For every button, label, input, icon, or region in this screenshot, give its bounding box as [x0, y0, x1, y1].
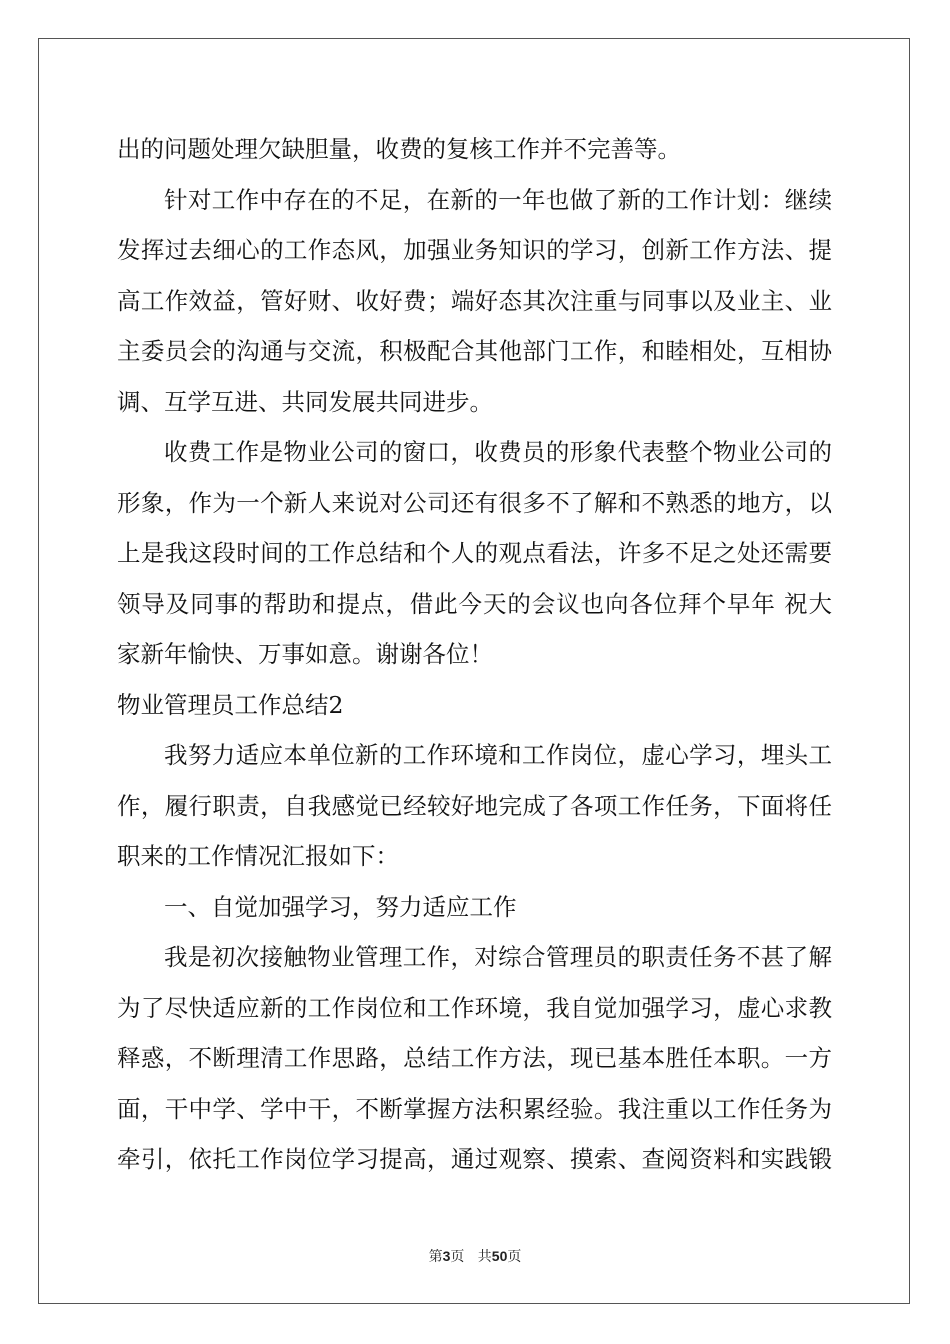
- text-line: 职来的工作情况汇报如下：: [117, 842, 399, 870]
- text-line: 作，履行职责，自我感觉已经较好地完成了各项工作任务，下面将任: [117, 791, 832, 820]
- total-page-count: 50: [491, 1248, 508, 1264]
- text-line: 高工作效益，管好财、收好费；端好态其次注重与同事以及业主、业: [117, 286, 832, 315]
- text-line: 释惑，不断理清工作思路，总结工作方法，现已基本胜任本职。一方: [117, 1044, 832, 1072]
- text-line: 牵引，依托工作岗位学习提高，通过观察、摸索、查阅资料和实践锻: [117, 1145, 832, 1173]
- text-line: 主委员会的沟通与交流，积极配合其他部门工作，和睦相处，互相协: [117, 337, 832, 365]
- document-body: [117, 124, 832, 1185]
- current-page-number: 3: [442, 1248, 451, 1264]
- footer-mid: 页 共: [450, 1249, 492, 1265]
- text-line: 针对工作中存在的不足，在新的一年也做了新的工作计划：继续: [164, 185, 832, 214]
- text-line: 我是初次接触物业管理工作，对综合管理员的职责任务不甚了解: [164, 943, 832, 971]
- text-line: 形象，作为一个新人来说对公司还有很多不了解和不熟悉的地方，以: [117, 488, 832, 517]
- text-line: 上是我这段时间的工作总结和个人的观点看法，许多不足之处还需要: [117, 539, 832, 567]
- text-line: 我努力适应本单位新的工作环境和工作岗位，虚心学习，埋头工: [164, 741, 832, 769]
- text-line: 出的问题处理欠缺胆量，收费的复核工作并不完善等。: [117, 135, 681, 163]
- text-line: 调、互学互进、共同发展共同进步。: [117, 387, 493, 416]
- text-line: 面，干中学、学中干，不断掌握方法积累经验。我注重以工作任务为: [117, 1094, 832, 1123]
- text-line: 发挥过去细心的工作态风，加强业务知识的学习，创新工作方法、提: [117, 236, 832, 264]
- footer-suffix: 页: [507, 1249, 522, 1265]
- text-line: 为了尽快适应新的工作岗位和工作环境，我自觉加强学习，虚心求教: [117, 993, 832, 1022]
- text-line: 领导及同事的帮助和提点，借此今天的会议也向各位拜个早年 祝大: [117, 589, 832, 618]
- text-line: 家新年愉快、万事如意。谢谢各位！: [117, 640, 493, 668]
- footer-prefix: 第: [428, 1249, 443, 1265]
- text-line: 收费工作是物业公司的窗口，收费员的形象代表整个物业公司的: [164, 438, 832, 466]
- section-title: 物业管理员工作总结2: [117, 690, 344, 719]
- page-footer: [0, 1246, 950, 1266]
- subsection-heading: 一、自觉加强学习，努力适应工作: [164, 892, 517, 921]
